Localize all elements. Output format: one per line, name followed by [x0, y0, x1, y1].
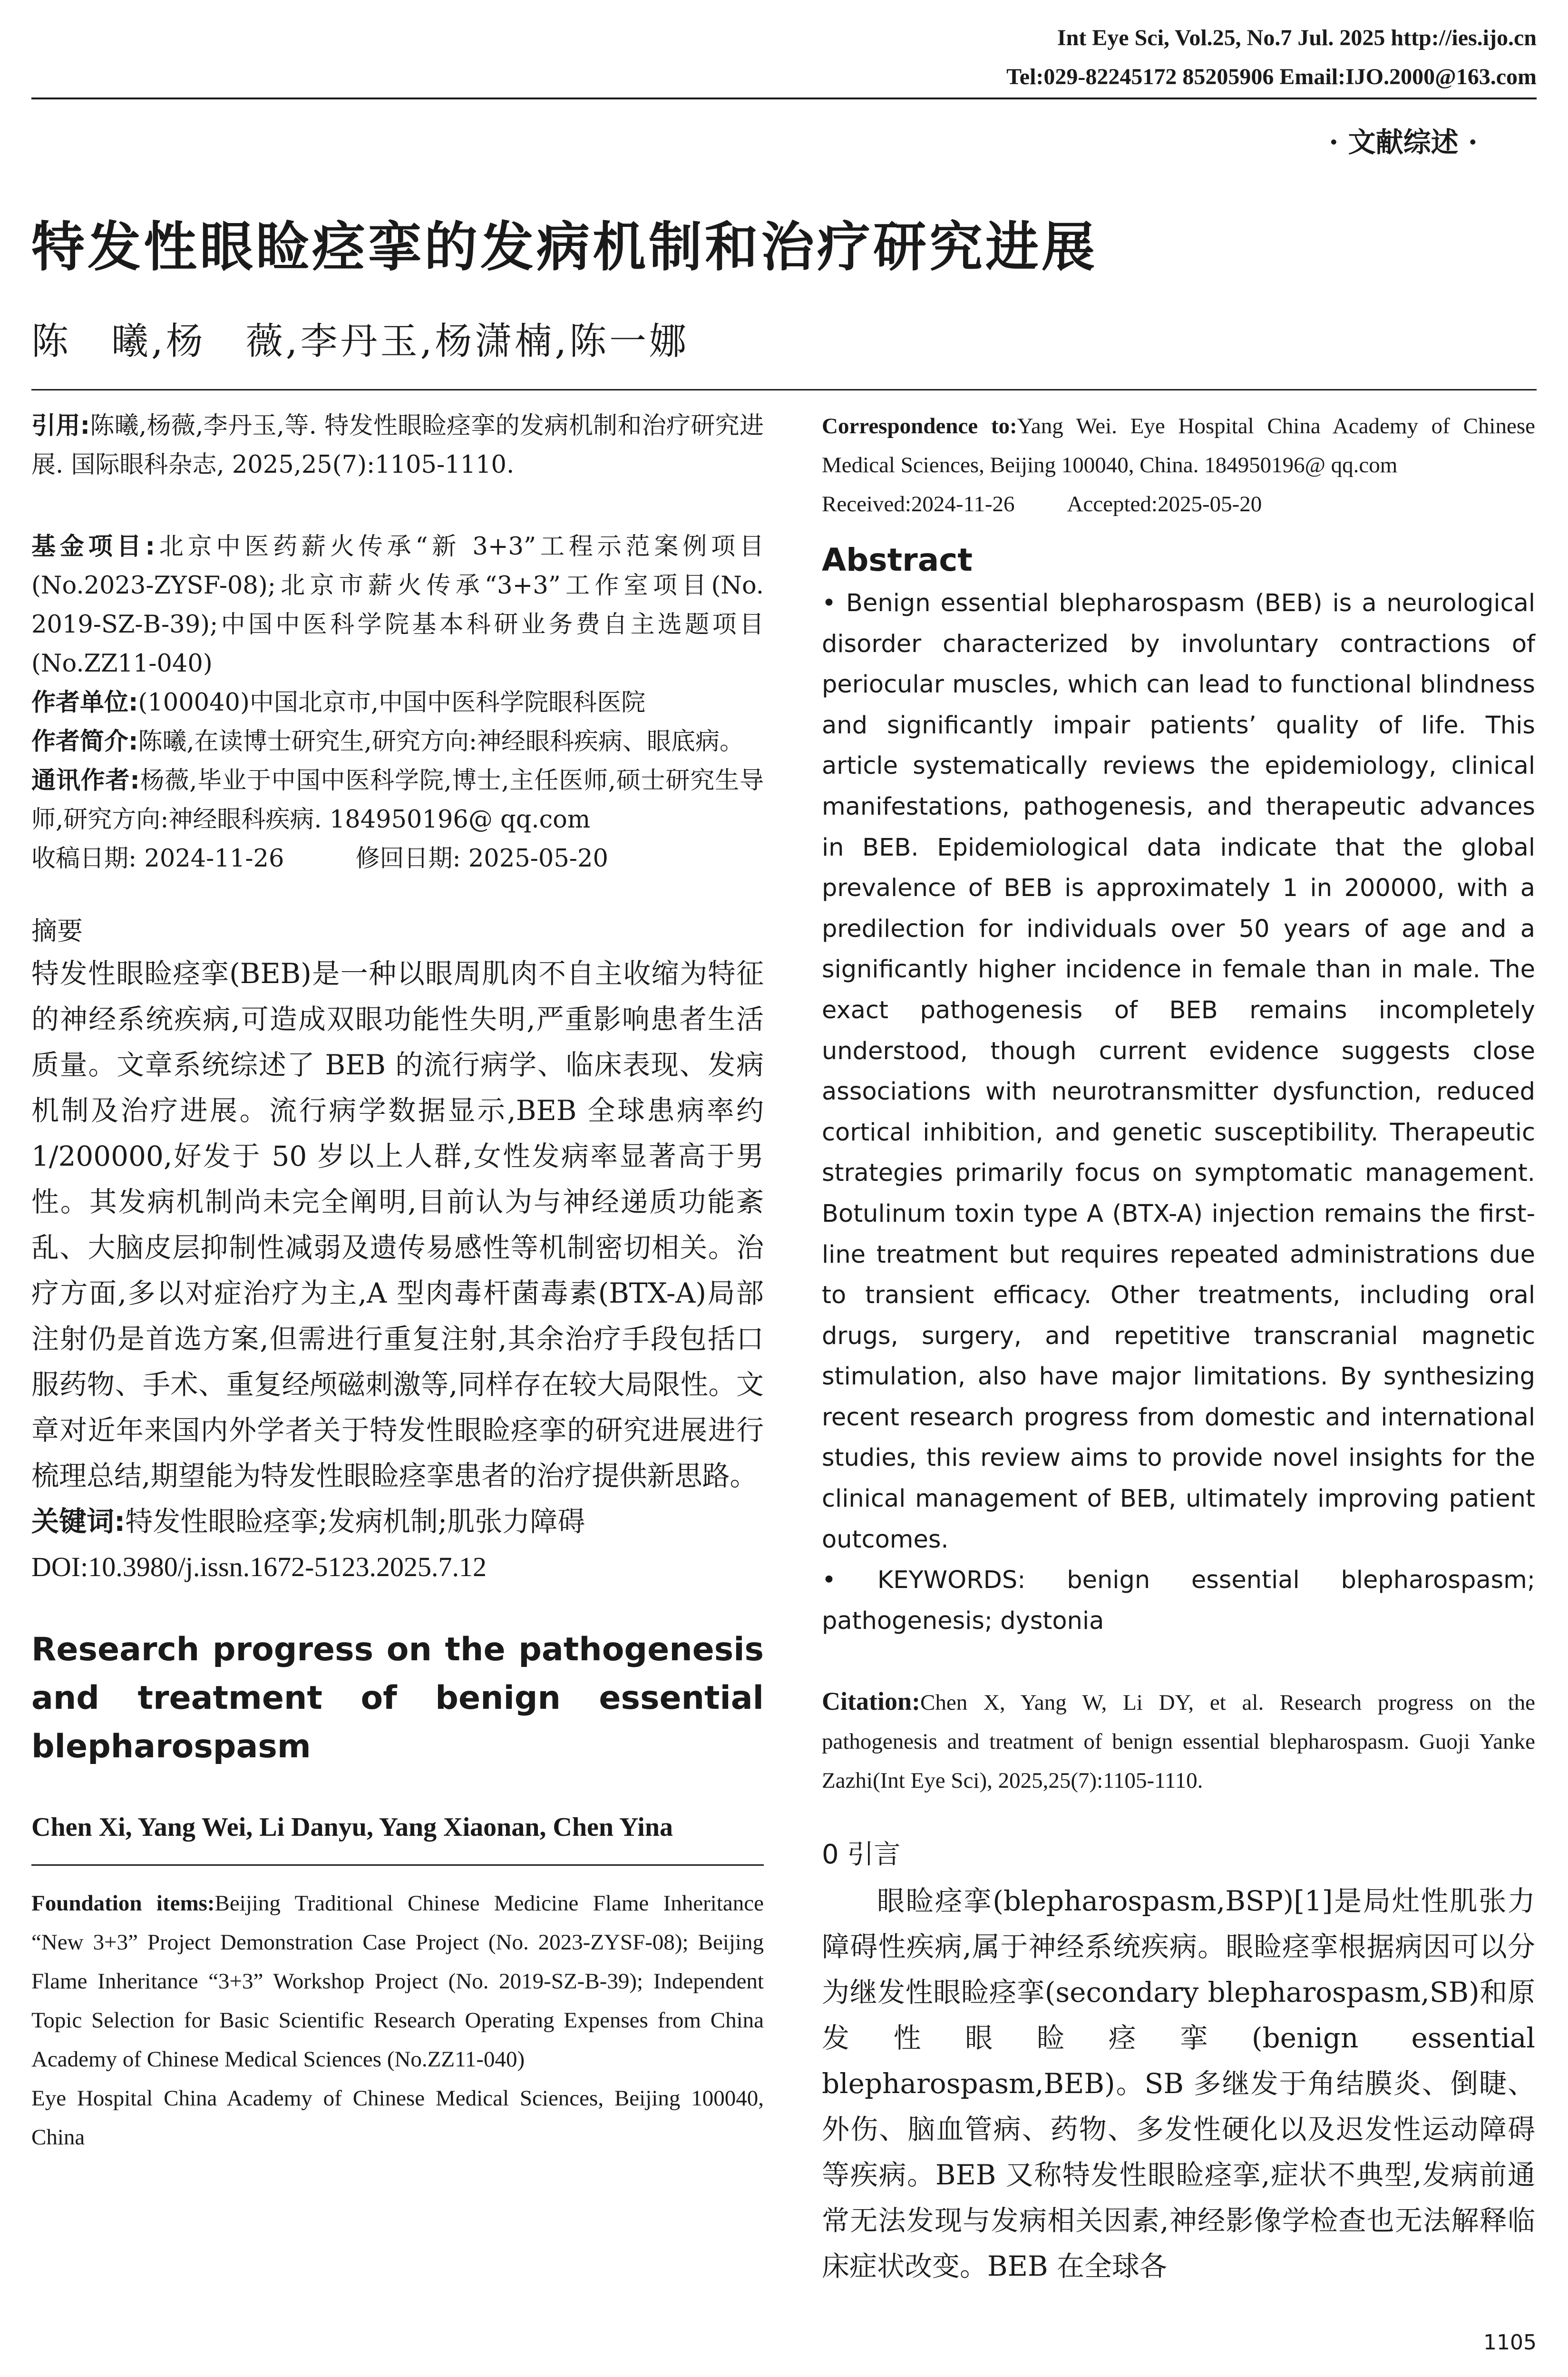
- dates-zh: [31, 839, 764, 878]
- foundation-en-label: Foundation items:: [31, 1891, 215, 1916]
- authors-zh: 陈 曦,杨 薇,李丹玉,杨潇楠,陈一娜: [31, 320, 690, 363]
- abstract-en-text: • Benign essential blepharospasm (BEB) is a neurological disorder characterized by involuntary contractions of periocular muscles, which can lead to functional blindness and significantly impair patients’ quality of life. This article systematically reviews the epidemiology, clinical manifestations, pathogenesis, and therapeutic advances in BEB. Epidemiological data indicate that the global prevalence of BEB is approximately 1 in 200000, with a predilection for individuals over 50 years of age and a significantly higher incidence in female than in male. The exact pathogenesis of BEB remains incompletely understood, though current evidence suggests close associations with neurotransmitter dysfunction, reduced cortical inhibition, and genetic susceptibility. Therapeutic strategies primarily focus on symptomatic management. Botulinum toxin type A (BTX-A) injection remains the first-line treatment but requires repeated administrations due to transient efficacy. Other treatments, including oral drugs, surgery, and repetitive transcranial magnetic stimulation, also have major limitations. By synthesizing recent research progress from domestic and international studies, this review aims to provide novel insights for the clinical management of BEB, ultimately improving patient outcomes.: [822, 589, 1535, 1554]
- revised-date-zh: 修回日期: 2025-05-20: [355, 845, 608, 873]
- doi: DOI:10.3980/j.issn.1672-5123.2025.7.12: [31, 1551, 487, 1582]
- foundation-zh-text: 北京中医药薪火传承“新 3+3”工程示范案例项目(No.2023-ZYSF-08);北京市薪火传承“3+3”工作室项目(No. 2019-SZ-B-39);中国中医科学院基本科研业务费自主选题项目(No.ZZ11-040): [31, 533, 764, 678]
- affiliation-zh-label: 作者单位:: [31, 689, 138, 717]
- author-intro-zh-label: 作者简介:: [31, 728, 138, 756]
- abstract-zh-heading: 摘要: [31, 916, 83, 946]
- author-intro-zh: [31, 722, 764, 761]
- received-date-en: Received:2024-11-26: [822, 492, 1015, 516]
- page-number: 1105: [1483, 2330, 1537, 2355]
- accepted-date-en: Accepted:2025-05-20: [1067, 492, 1262, 516]
- citation-zh-text: 陈曦,杨薇,李丹玉,等. 特发性眼睑痉挛的发病机制和治疗研究进展. 国际眼科杂志, 2025,25(7):1105-1110.: [31, 412, 764, 479]
- authors-en: Chen Xi, Yang Wei, Li Danyu, Yang Xiaonan, Chen Yina: [31, 1812, 673, 1842]
- article-title-zh: 特发性眼睑痉挛的发病机制和治疗研究进展: [31, 216, 1098, 278]
- citation-zh: [31, 407, 764, 485]
- citation-en-label: Citation:: [822, 1687, 920, 1716]
- correspondence-en-label: Correspondence to:: [822, 414, 1017, 438]
- foundation-zh: [31, 527, 764, 683]
- citation-en: [822, 1682, 1535, 1800]
- journal-header-line1: Int Eye Sci, Vol.25, No.7 Jul. 2025 http://ies.ijo.cn: [1057, 25, 1537, 50]
- correspondence-en-text: Yang Wei. Eye Hospital China Academy of Chinese Medical Sciences, Beijing 100040, China. 184950196@ qq.com: [822, 414, 1535, 477]
- keywords-en: • KEYWORDS: benign essential blepharospasm; pathogenesis; dystonia: [822, 1566, 1535, 1635]
- corresponding-zh-text: 杨薇,毕业于中国中医科学院,博士,主任医师,硕士研究生导师,研究方向:神经眼科疾病. 184950196@ qq.com: [31, 767, 764, 834]
- intro-heading: 0 引言: [822, 1839, 901, 1870]
- keywords-zh: [31, 1499, 764, 1544]
- citation-zh-label: 引用:: [31, 412, 90, 440]
- citation-en-text: Chen X, Yang W, Li DY, et al. Research progress on the pathogenesis and treatment of benign essential blepharospasm. Guoji Yanke Zazhi(Int Eye Sci), 2025,25(7):1105-1110.: [822, 1690, 1535, 1793]
- keywords-zh-label: 关键词:: [31, 1505, 126, 1538]
- authors-rule: [31, 389, 1537, 390]
- foundation-en-text: Beijing Traditional Chinese Medicine Flame Inheritance “New 3+3” Project Demonstration Case Project (No. 2023-ZYSF-08); Beijing Flame Inheritance “3+3” Workshop Project (No. 2019-SZ-B-39); Independent Topic Selection for Basic Scientific Research Operating Expenses from China Academy of Chinese Medical Sciences (No.ZZ11-040): [31, 1891, 764, 2072]
- abstract-en-heading: Abstract: [822, 542, 973, 578]
- corresponding-zh: [31, 761, 764, 839]
- keywords-zh-text: 特发性眼睑痉挛;发病机制;肌张力障碍: [125, 1505, 585, 1538]
- intro-text: 眼睑痉挛(blepharospasm,BSP)[1]是局灶性肌张力障碍性疾病,属于神经系统疾病。眼睑痉挛根据病因可以分为继发性眼睑痉挛(secondary blepharospasm,SB)和原发性眼睑痉挛(benign essential blepharospasm,BEB)。SB 多继发于角结膜炎、倒睫、外伤、脑血管病、药物、多发性硬化以及迟发性运动障碍等疾病。BEB 又称特发性眼睑痉挛,症状不典型,发病前通常无法发现与发病相关因素,神经影像学检查也无法解释临床症状改变。BEB 在全球各: [822, 1885, 1535, 2283]
- abstract-zh-text: 特发性眼睑痉挛(BEB)是一种以眼周肌肉不自主收缩为特征的神经系统疾病,可造成双眼功能性失明,严重影响患者生活质量。文章系统综述了 BEB 的流行病学、临床表现、发病机制及治疗进展。流行病学数据显示,BEB 全球患病率约 1/200000,好发于 50 岁以上人群,女性发病率显著高于男性。其发病机制尚未完全阐明,目前认为与神经递质功能紊乱、大脑皮层抑制性减弱及遗传易感性等机制密切相关。治疗方面,多以对症治疗为主,A 型肉毒杆菌毒素(BTX-A)局部注射仍是首选方案,但需进行重复注射,其余治疗手段包括口服药物、手术、重复经颅磁刺激等,同样存在较大局限性。文章对近年来国内外学者关于特发性眼睑痉挛的研究进展进行梳理总结,期望能为特发性眼睑痉挛患者的治疗提供新思路。: [31, 957, 764, 1492]
- affiliation-en: Eye Hospital China Academy of Chinese Medical Sciences, Beijing 100040, China: [31, 2086, 764, 2150]
- affiliation-zh-text: (100040)中国北京市,中国中医科学院眼科医院: [138, 689, 646, 717]
- foundation-en: [31, 1884, 764, 2079]
- journal-header-line2: Tel:029-82245172 85205906 Email:IJO.2000@163.com: [1006, 64, 1537, 89]
- header-rule: [31, 97, 1537, 99]
- affiliation-zh: [31, 683, 764, 722]
- correspondence-en: [822, 407, 1535, 485]
- right-column: [822, 407, 1535, 2289]
- section-label: · 文献综述 ·: [1329, 126, 1478, 158]
- foundation-zh-label: 基金项目:: [31, 533, 155, 561]
- author-intro-zh-text: 陈曦,在读博士研究生,研究方向:神经眼科疾病、眼底病。: [138, 728, 744, 756]
- article-title-en: Research progress on the pathogenesis and treatment of benign essential blepharospasm: [31, 1631, 764, 1765]
- dates-en: [822, 485, 1535, 524]
- left-column: [31, 407, 764, 2157]
- received-date-zh: 收稿日期: 2024-11-26: [31, 845, 284, 873]
- corresponding-zh-label: 通讯作者:: [31, 767, 140, 795]
